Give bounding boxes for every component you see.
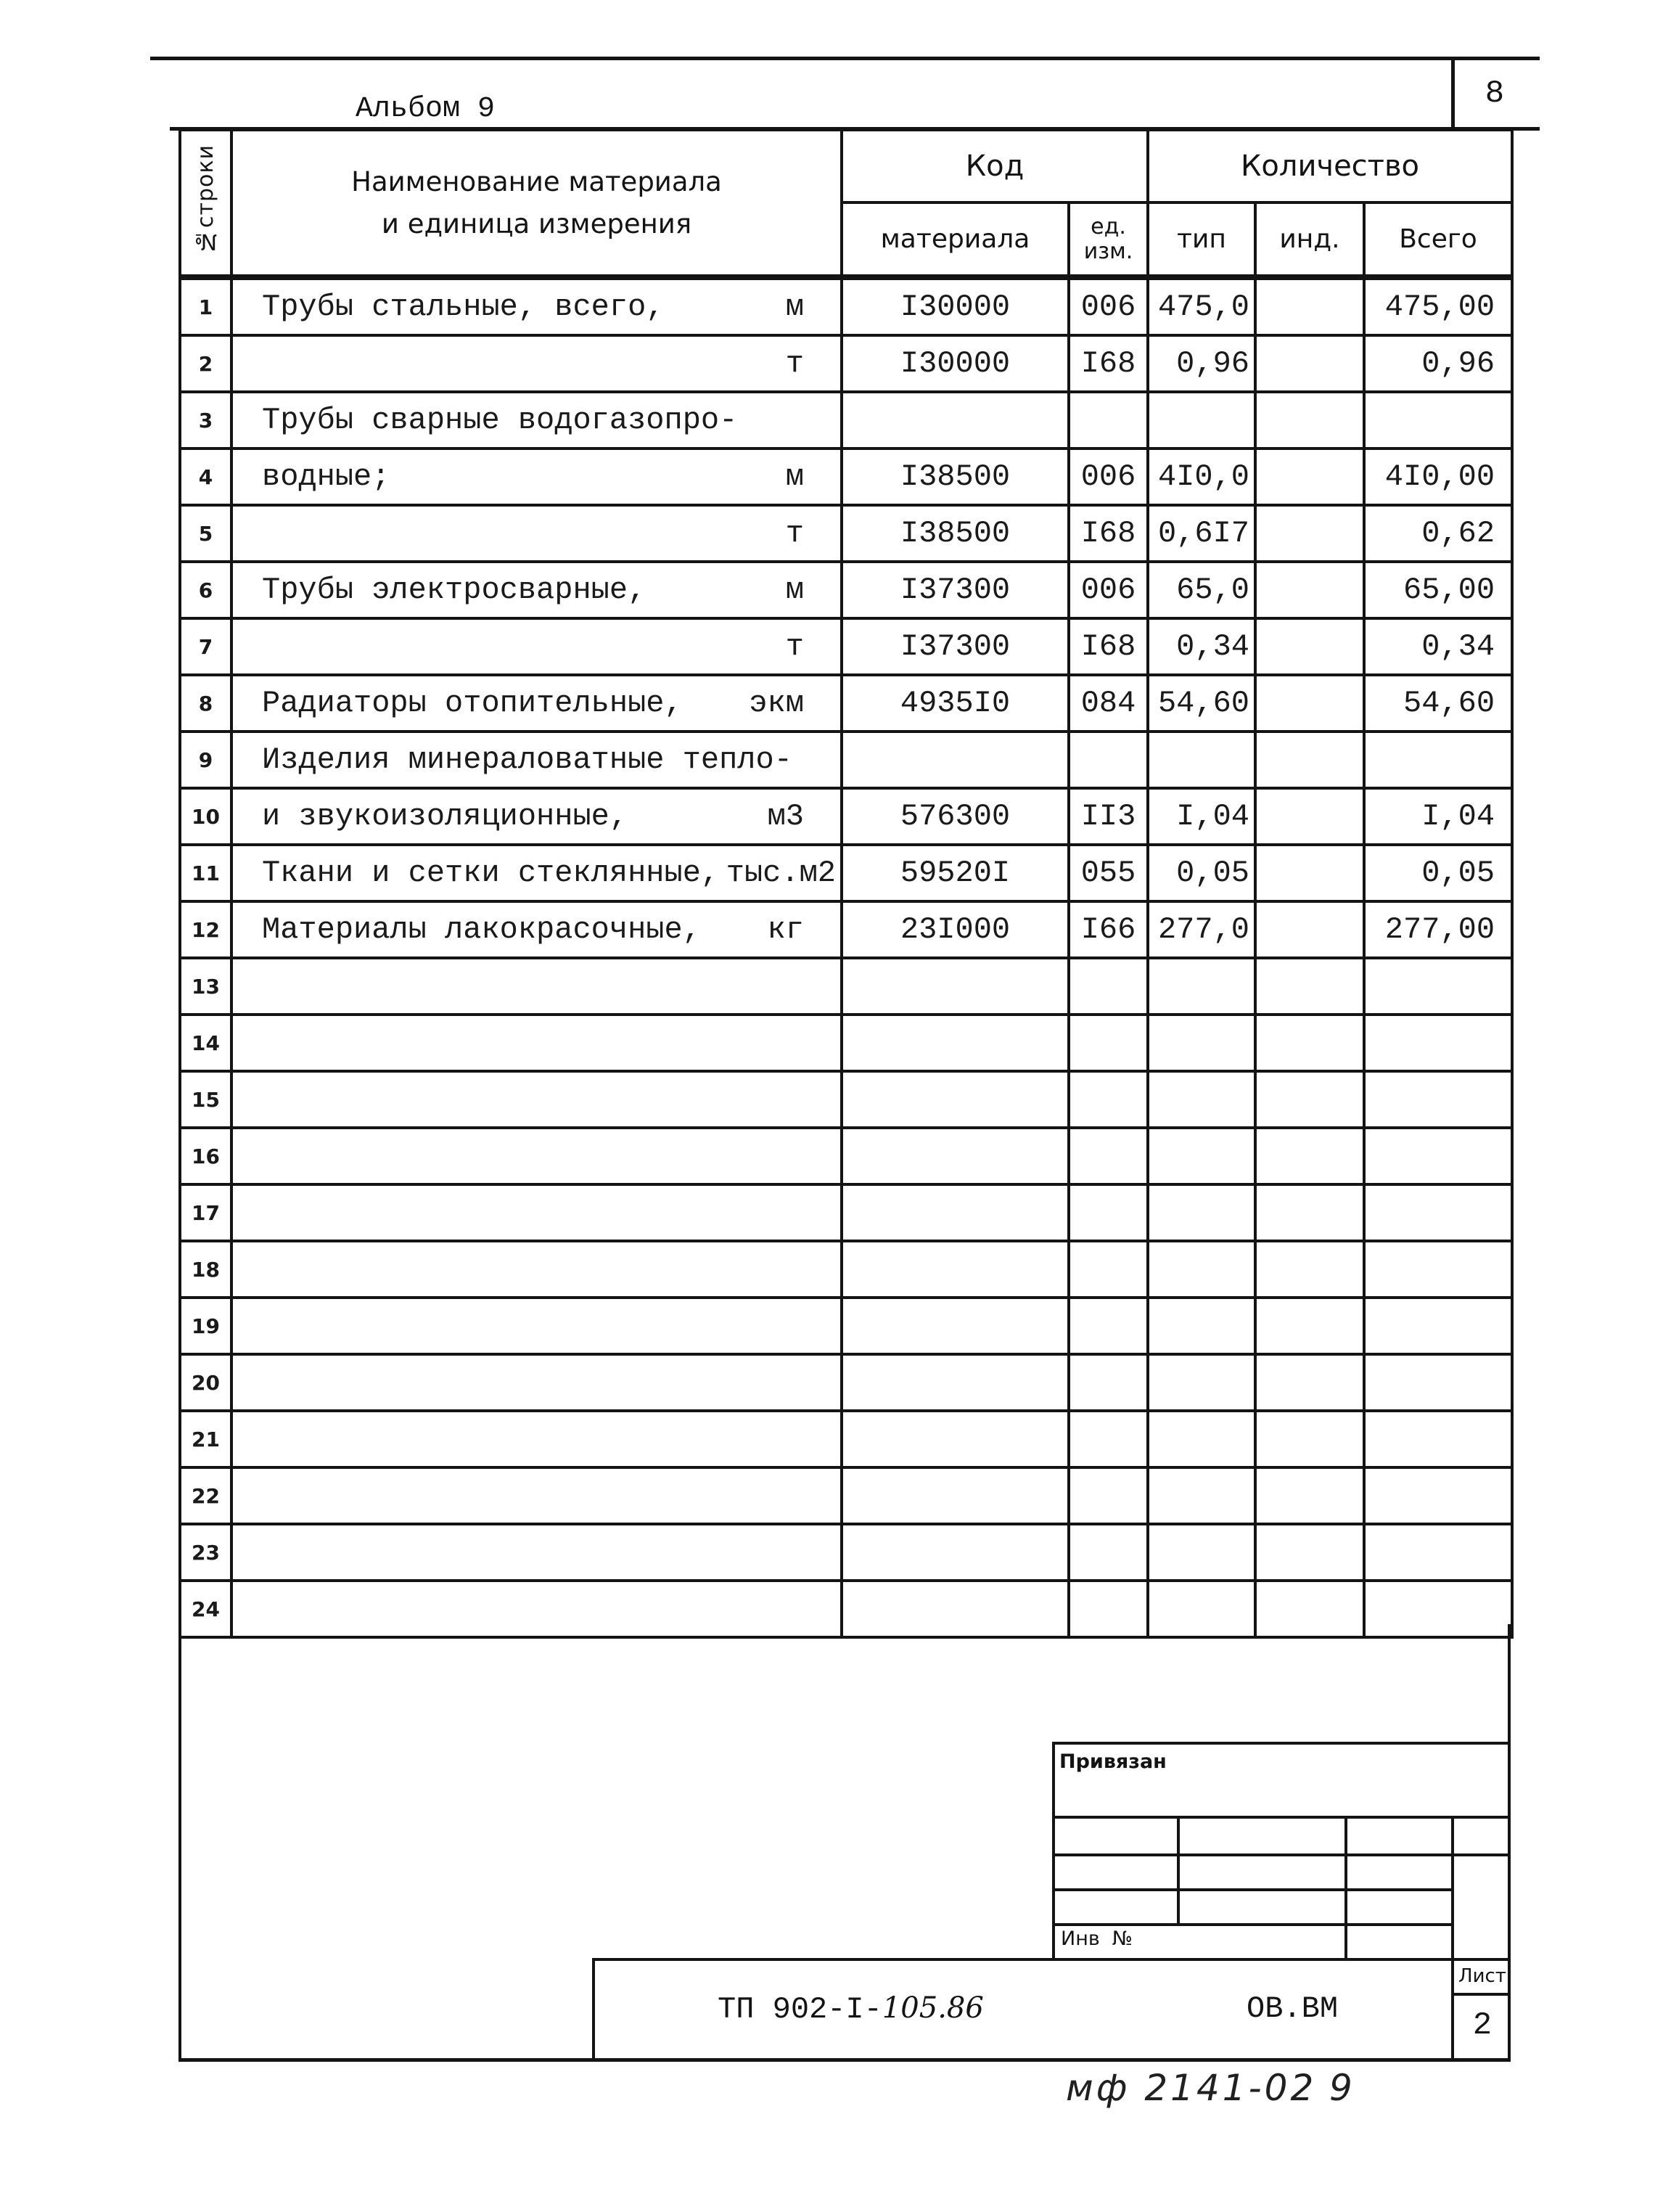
qty-type xyxy=(1148,1071,1255,1128)
qty-total: 0,34 xyxy=(1364,618,1512,675)
table-row xyxy=(180,1241,1512,1298)
qty-individual xyxy=(1255,392,1364,448)
material-code: I38500 xyxy=(842,505,1069,562)
unit-code: I68 xyxy=(1069,618,1148,675)
material-name-cell xyxy=(231,335,842,392)
material-name-cell xyxy=(231,1411,842,1467)
unit-code: II3 xyxy=(1069,788,1148,845)
material-name-wrap xyxy=(262,459,804,494)
unit-code xyxy=(1069,958,1148,1015)
qty-total xyxy=(1364,1524,1512,1581)
row-number: 3 xyxy=(180,392,231,448)
qty-type xyxy=(1148,1298,1255,1354)
qty-individual xyxy=(1255,901,1364,958)
qty-type xyxy=(1148,1015,1255,1071)
material-name-cell xyxy=(231,618,842,675)
row-number: 18 xyxy=(180,1241,231,1298)
table-row xyxy=(180,392,1512,448)
material-code xyxy=(842,392,1069,448)
qty-type xyxy=(1148,1411,1255,1467)
col-header-name xyxy=(231,130,842,277)
stamp-rule xyxy=(1052,1888,1453,1891)
archive-number: мф 2141-02 xyxy=(1066,2067,1317,2109)
unit-code xyxy=(1069,1071,1148,1128)
material-name-cell xyxy=(231,958,842,1015)
qty-type xyxy=(1148,1128,1255,1184)
material-name-cell xyxy=(231,1524,842,1581)
footer-album-number: 9 xyxy=(1329,2067,1355,2109)
top-rule xyxy=(150,57,1540,60)
row-number: 14 xyxy=(180,1015,231,1071)
material-name: Трубы сварные водогазопро- xyxy=(262,403,738,438)
material-name: Трубы стальные, всего, xyxy=(262,290,665,324)
qty-total xyxy=(1364,958,1512,1015)
qty-individual xyxy=(1255,845,1364,901)
table-row xyxy=(180,675,1512,732)
material-unit: т xyxy=(785,629,804,664)
unit-code xyxy=(1069,1184,1148,1241)
qty-total: 54,60 xyxy=(1364,675,1512,732)
material-name-wrap xyxy=(262,403,804,438)
material-name-cell xyxy=(231,505,842,562)
stamp-divider xyxy=(1177,1816,1180,1925)
material-name-cell xyxy=(231,562,842,618)
unit-code xyxy=(1069,1354,1148,1411)
material-code: 4935I0 xyxy=(842,675,1069,732)
material-unit: экм xyxy=(749,686,804,721)
qty-total xyxy=(1364,1411,1512,1467)
material-unit: т xyxy=(785,516,804,551)
row-number: 7 xyxy=(180,618,231,675)
material-name-wrap xyxy=(262,799,804,834)
qty-total: 65,00 xyxy=(1364,562,1512,618)
qty-total: 0,62 xyxy=(1364,505,1512,562)
material-code xyxy=(842,1128,1069,1184)
row-number: 4 xyxy=(180,448,231,505)
row-number-header-label: №строки xyxy=(193,144,218,254)
qty-type xyxy=(1148,1581,1255,1637)
row-number: 19 xyxy=(180,1298,231,1354)
material-code xyxy=(842,1241,1069,1298)
material-code xyxy=(842,1467,1069,1524)
qty-total xyxy=(1364,1241,1512,1298)
qty-total: 0,96 xyxy=(1364,335,1512,392)
stamp-left-rule xyxy=(1052,1742,1055,1959)
qty-individual xyxy=(1255,448,1364,505)
qty-total xyxy=(1364,392,1512,448)
attached-label: Привязан xyxy=(1059,1750,1167,1773)
material-name-cell xyxy=(231,901,842,958)
qty-type xyxy=(1148,1354,1255,1411)
row-number: 8 xyxy=(180,675,231,732)
table-row xyxy=(180,1411,1512,1467)
unit-code xyxy=(1069,392,1148,448)
qty-total xyxy=(1364,1581,1512,1637)
title-block-left-rule xyxy=(592,1958,595,2060)
table-row xyxy=(180,788,1512,845)
table-row xyxy=(180,448,1512,505)
qty-individual xyxy=(1255,335,1364,392)
row-number: 11 xyxy=(180,845,231,901)
qty-individual xyxy=(1255,277,1364,335)
material-name: и звукоизоляционные, xyxy=(262,799,628,834)
material-code: I30000 xyxy=(842,277,1069,335)
unit-code: I68 xyxy=(1069,505,1148,562)
material-code: I30000 xyxy=(842,335,1069,392)
material-name-cell xyxy=(231,1184,842,1241)
material-name: водные; xyxy=(262,459,390,494)
stamp-rule xyxy=(1052,1816,1511,1819)
material-name-cell xyxy=(231,1015,842,1071)
material-unit: м xyxy=(785,573,804,607)
material-name-cell xyxy=(231,1128,842,1184)
unit-code: I66 xyxy=(1069,901,1148,958)
table-row xyxy=(180,505,1512,562)
table-row xyxy=(180,732,1512,788)
unit-code xyxy=(1069,1467,1148,1524)
row-number: 5 xyxy=(180,505,231,562)
document-number-prefix: ТП 902-I- xyxy=(718,1992,882,2027)
unit-code xyxy=(1069,1581,1148,1637)
unit-code xyxy=(1069,1241,1148,1298)
page-number: 8 xyxy=(1485,75,1505,112)
qty-type xyxy=(1148,958,1255,1015)
qty-individual xyxy=(1255,1354,1364,1411)
name-header-line-2: и единица измерения xyxy=(381,208,692,239)
inventory-label: Инв № xyxy=(1061,1928,1133,1950)
qty-total xyxy=(1364,1128,1512,1184)
table-row xyxy=(180,1467,1512,1524)
qty-individual xyxy=(1255,1015,1364,1071)
qty-type: 0,6I7 xyxy=(1148,505,1255,562)
row-number: 17 xyxy=(180,1184,231,1241)
material-code xyxy=(842,1581,1069,1637)
qty-total: 277,00 xyxy=(1364,901,1512,958)
material-code xyxy=(842,1298,1069,1354)
material-name-cell xyxy=(231,448,842,505)
qty-type: 65,0 xyxy=(1148,562,1255,618)
row-number: 13 xyxy=(180,958,231,1015)
table-row xyxy=(180,1128,1512,1184)
qty-individual xyxy=(1255,1524,1364,1581)
material-code xyxy=(842,732,1069,788)
unit-code: 084 xyxy=(1069,675,1148,732)
sheet-box-rule xyxy=(1451,1993,1511,1996)
document-number-suffix: 105.86 xyxy=(882,1991,984,2025)
qty-type: 4I0,0 xyxy=(1148,448,1255,505)
col-header-row-number xyxy=(180,130,231,277)
frame-left xyxy=(178,1624,181,2061)
unit-code: I68 xyxy=(1069,335,1148,392)
material-code: 23I000 xyxy=(842,901,1069,958)
qty-individual xyxy=(1255,562,1364,618)
material-unit: м3 xyxy=(767,799,804,834)
material-name: Радиаторы отопительные, xyxy=(262,686,683,721)
table-row xyxy=(180,1015,1512,1071)
material-name-wrap xyxy=(262,573,804,607)
qty-individual xyxy=(1255,1581,1364,1637)
qty-total: I,04 xyxy=(1364,788,1512,845)
material-name-wrap xyxy=(262,912,804,947)
unit-code: 006 xyxy=(1069,562,1148,618)
material-name-cell xyxy=(231,1354,842,1411)
frame-bottom xyxy=(178,2058,1511,2062)
material-unit: т xyxy=(785,346,804,381)
material-unit: м xyxy=(785,459,804,494)
unit-code: 006 xyxy=(1069,448,1148,505)
material-unit: кг xyxy=(767,912,804,947)
material-name-wrap xyxy=(262,856,836,890)
material-name-cell xyxy=(231,1241,842,1298)
qty-individual xyxy=(1255,1128,1364,1184)
material-code xyxy=(842,1015,1069,1071)
material-name-wrap xyxy=(262,686,804,721)
qty-individual xyxy=(1255,675,1364,732)
unit-code: 055 xyxy=(1069,845,1148,901)
qty-type: 0,96 xyxy=(1148,335,1255,392)
qty-individual xyxy=(1255,1241,1364,1298)
row-number: 23 xyxy=(180,1524,231,1581)
material-name-cell xyxy=(231,1298,842,1354)
qty-individual xyxy=(1255,618,1364,675)
material-name-cell xyxy=(231,277,842,335)
material-code xyxy=(842,1411,1069,1467)
table-row xyxy=(180,1524,1512,1581)
document-code: ОВ.ВМ xyxy=(1247,1991,1339,2026)
unit-code xyxy=(1069,1411,1148,1467)
qty-individual xyxy=(1255,732,1364,788)
qty-total xyxy=(1364,1467,1512,1524)
materials-table xyxy=(178,128,1514,1639)
table-row xyxy=(180,562,1512,618)
row-number: 15 xyxy=(180,1071,231,1128)
unit-header-line-2: изм. xyxy=(1083,238,1133,264)
material-code: 576300 xyxy=(842,788,1069,845)
qty-total: 0,05 xyxy=(1364,845,1512,901)
qty-total xyxy=(1364,1184,1512,1241)
table-row xyxy=(180,1184,1512,1241)
material-name: Материалы лакокрасочные, xyxy=(262,912,701,947)
unit-header-line-1: ед. xyxy=(1091,213,1126,239)
row-number: 6 xyxy=(180,562,231,618)
material-name-cell xyxy=(231,1071,842,1128)
material-code xyxy=(842,1524,1069,1581)
table-row xyxy=(180,277,1512,335)
material-code: I38500 xyxy=(842,448,1069,505)
unit-code xyxy=(1069,1128,1148,1184)
table-row xyxy=(180,901,1512,958)
qty-individual xyxy=(1255,1184,1364,1241)
table-row xyxy=(180,1071,1512,1128)
material-code xyxy=(842,1184,1069,1241)
table-row xyxy=(180,335,1512,392)
table-row xyxy=(180,618,1512,675)
qty-total xyxy=(1364,1015,1512,1071)
material-name-cell xyxy=(231,845,842,901)
material-name: Изделия минераловатные тепло- xyxy=(262,742,792,777)
material-name-wrap xyxy=(262,346,804,381)
col-header-material-code: материала xyxy=(842,202,1069,277)
material-name-cell xyxy=(231,732,842,788)
material-name-cell xyxy=(231,675,842,732)
material-code: I37300 xyxy=(842,562,1069,618)
name-header-line-1: Наименование материала xyxy=(351,165,722,197)
unit-code xyxy=(1069,1298,1148,1354)
page-number-box-divider xyxy=(1451,57,1455,129)
material-name: Трубы электросварные, xyxy=(262,573,646,607)
row-number: 16 xyxy=(180,1128,231,1184)
col-header-quantity: Количество xyxy=(1148,130,1512,202)
material-code xyxy=(842,958,1069,1015)
material-name-cell xyxy=(231,1581,842,1637)
qty-type: 0,34 xyxy=(1148,618,1255,675)
material-code xyxy=(842,1354,1069,1411)
qty-total xyxy=(1364,1354,1512,1411)
row-number: 1 xyxy=(180,277,231,335)
qty-type xyxy=(1148,1467,1255,1524)
stamp-rule xyxy=(1052,1923,1453,1926)
row-number: 12 xyxy=(180,901,231,958)
row-number: 21 xyxy=(180,1411,231,1467)
material-name-wrap xyxy=(262,516,804,551)
col-header-code: Код xyxy=(842,130,1148,202)
qty-type: I,04 xyxy=(1148,788,1255,845)
material-name-cell xyxy=(231,1467,842,1524)
col-header-type: тип xyxy=(1148,202,1255,277)
table-row xyxy=(180,845,1512,901)
qty-individual xyxy=(1255,1411,1364,1467)
table-row xyxy=(180,1581,1512,1637)
album-label: Альбом 9 xyxy=(356,93,496,126)
table-body xyxy=(180,277,1512,1637)
row-number: 22 xyxy=(180,1467,231,1524)
qty-individual xyxy=(1255,1071,1364,1128)
stamp-divider xyxy=(1344,1816,1347,1959)
row-number: 10 xyxy=(180,788,231,845)
table-row xyxy=(180,958,1512,1015)
material-unit: тыс.м2 xyxy=(726,856,836,890)
qty-type: 54,60 xyxy=(1148,675,1255,732)
unit-code xyxy=(1069,1524,1148,1581)
material-name-wrap xyxy=(262,742,804,777)
qty-individual xyxy=(1255,505,1364,562)
qty-type xyxy=(1148,732,1255,788)
material-name-wrap xyxy=(262,629,804,664)
table-header-row xyxy=(180,130,1512,202)
qty-type: 475,0 xyxy=(1148,277,1255,335)
qty-total xyxy=(1364,1298,1512,1354)
qty-type: 0,05 xyxy=(1148,845,1255,901)
row-number: 20 xyxy=(180,1354,231,1411)
material-name-wrap xyxy=(262,290,804,324)
qty-total: 475,00 xyxy=(1364,277,1512,335)
sheet-number: 2 xyxy=(1472,2007,1493,2044)
unit-code xyxy=(1069,1015,1148,1071)
qty-individual xyxy=(1255,1467,1364,1524)
qty-total xyxy=(1364,732,1512,788)
stamp-top-rule xyxy=(1052,1742,1511,1745)
document-number xyxy=(718,1991,984,2027)
row-number: 24 xyxy=(180,1581,231,1637)
title-block-top-rule xyxy=(592,1958,1511,1961)
row-number: 2 xyxy=(180,335,231,392)
table-row xyxy=(180,1298,1512,1354)
col-header-total: Всего xyxy=(1364,202,1512,277)
stamp-rule xyxy=(1052,1853,1511,1856)
sheet-label: Лист xyxy=(1458,1965,1506,1987)
qty-type xyxy=(1148,1241,1255,1298)
qty-type: 277,0 xyxy=(1148,901,1255,958)
qty-type xyxy=(1148,1184,1255,1241)
col-header-individual: инд. xyxy=(1255,202,1364,277)
unit-code: 006 xyxy=(1069,277,1148,335)
material-unit: м xyxy=(785,290,804,324)
material-code: 59520I xyxy=(842,845,1069,901)
material-name: Ткани и сетки стеклянные, xyxy=(262,856,720,890)
qty-type xyxy=(1148,1524,1255,1581)
unit-code xyxy=(1069,732,1148,788)
qty-individual xyxy=(1255,1298,1364,1354)
material-code xyxy=(842,1071,1069,1128)
material-name-cell xyxy=(231,788,842,845)
table-row xyxy=(180,1354,1512,1411)
qty-total: 4I0,00 xyxy=(1364,448,1512,505)
col-header-unit xyxy=(1069,202,1148,277)
material-code: I37300 xyxy=(842,618,1069,675)
qty-individual xyxy=(1255,958,1364,1015)
qty-type xyxy=(1148,392,1255,448)
qty-individual xyxy=(1255,788,1364,845)
material-name-cell xyxy=(231,392,842,448)
row-number: 9 xyxy=(180,732,231,788)
qty-total xyxy=(1364,1071,1512,1128)
